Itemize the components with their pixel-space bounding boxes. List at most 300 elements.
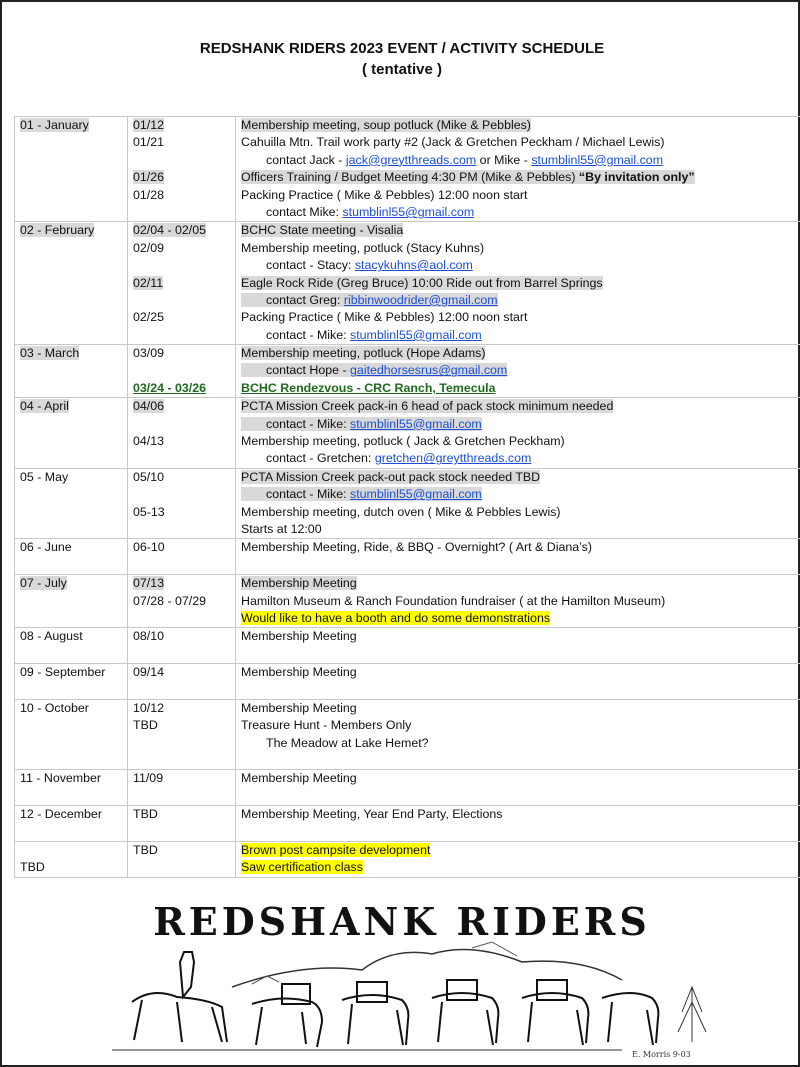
- table-row: [15, 770, 800, 806]
- table-row: [15, 345, 800, 398]
- event-date: 04/13: [133, 434, 165, 449]
- date-line: [133, 327, 235, 344]
- month-line: [20, 309, 127, 326]
- event-date: 02/04 - 02/05: [133, 223, 207, 238]
- text-segment: Packing Practice ( Mike & Pebbles) 12:00 noon start: [241, 310, 528, 325]
- artist-signature: E. Morris 9-03: [632, 1050, 691, 1059]
- redshank-riders-logo: [2, 892, 800, 1067]
- month-cell: [15, 468, 128, 539]
- date-line: [133, 717, 235, 734]
- date-line: [133, 521, 235, 538]
- month-cell: [15, 628, 128, 664]
- event-text: [241, 701, 357, 715]
- table-row: [15, 664, 800, 700]
- email-link[interactable]: jack@greytthreads.com: [345, 152, 477, 167]
- event-text: [241, 223, 403, 237]
- event-date: 03/24 - 03/26: [133, 380, 207, 395]
- event-line: [241, 204, 800, 221]
- month-label: 05 - May: [20, 469, 69, 484]
- event-text: [241, 771, 357, 785]
- event-line: [241, 257, 800, 274]
- event-line: [241, 806, 800, 823]
- text-segment: BCHC Rendezvous - CRC Ranch, Temecula: [241, 380, 496, 395]
- date-line: [133, 416, 235, 433]
- month-line: [20, 521, 127, 538]
- text-segment: Saw certification class: [241, 860, 363, 875]
- date-line: [133, 240, 235, 257]
- date-cell: [128, 806, 236, 842]
- month-cell: [15, 345, 128, 398]
- date-line: [133, 504, 235, 521]
- text-segment: Brown post campsite development: [241, 843, 431, 858]
- month-cell: [15, 770, 128, 806]
- table-row: [15, 222, 800, 345]
- month-cell: [15, 575, 128, 628]
- date-line: [133, 824, 235, 841]
- event-text: [241, 807, 502, 821]
- month-line: [20, 593, 127, 610]
- event-text: [266, 258, 473, 272]
- text-segment: Cahuilla Mtn. Trail work party #2 (Jack & Gretchen Peckham / Michael Lewis): [241, 135, 665, 150]
- event-line: [241, 646, 800, 663]
- event-cell: [236, 664, 800, 700]
- month-line: [20, 469, 127, 486]
- text-segment: contact Jack -: [266, 152, 346, 167]
- email-link[interactable]: gretchen@greytthreads.com: [374, 451, 532, 466]
- month-line: [20, 700, 127, 717]
- month-cell: [15, 539, 128, 575]
- emphasis-text: “By invitation only”: [578, 170, 695, 185]
- month-label: 11 - November: [20, 771, 102, 786]
- month-line: [20, 187, 127, 204]
- month-line: [20, 240, 127, 257]
- event-text: [266, 153, 663, 167]
- date-line: [133, 575, 235, 592]
- event-line: [241, 345, 800, 362]
- event-line: [241, 380, 800, 397]
- month-cell: [15, 842, 128, 878]
- month-line: [20, 117, 127, 134]
- date-cell: [128, 345, 236, 398]
- date-line: [133, 682, 235, 699]
- event-text: [241, 629, 357, 643]
- event-date: 04/06: [133, 399, 165, 414]
- date-line: [133, 788, 235, 805]
- event-date: 01/12: [133, 118, 165, 132]
- table-row: [15, 398, 800, 469]
- month-label: 06 - June: [20, 540, 72, 555]
- text-segment: Packing Practice ( Mike & Pebbles) 12:00 noon start: [241, 187, 528, 202]
- month-line: [20, 717, 127, 734]
- event-date: 08/10: [133, 629, 165, 644]
- date-line: [133, 539, 235, 556]
- event-line: [241, 433, 800, 450]
- event-cell: [236, 117, 800, 222]
- event-line: [241, 187, 800, 204]
- event-line: [241, 169, 800, 186]
- event-text: [266, 736, 429, 750]
- date-cell: [128, 628, 236, 664]
- month-line: [20, 752, 127, 769]
- event-line: [241, 717, 800, 734]
- text-segment: contact - Mike:: [266, 416, 351, 431]
- date-line: [133, 134, 235, 151]
- event-date: 03/09: [133, 346, 165, 361]
- date-line: [133, 450, 235, 467]
- text-segment: Membership meeting, potluck (Hope Adams): [241, 346, 486, 361]
- month-line: [20, 628, 127, 645]
- email-link[interactable]: stumblinl55@gmail.com: [350, 487, 482, 502]
- text-segment: PCTA Mission Creek pack-out pack stock needed TBD: [241, 469, 541, 484]
- month-line: [20, 169, 127, 186]
- text-segment: Membership Meeting: [241, 700, 357, 715]
- event-line: [241, 292, 800, 309]
- date-cell: [128, 842, 236, 878]
- event-text: [241, 276, 603, 290]
- table-row: [15, 699, 800, 770]
- text-segment: Starts at 12:00: [241, 521, 322, 536]
- email-link[interactable]: stumblinl55@gmail.com: [350, 416, 482, 431]
- date-line: [133, 152, 235, 169]
- event-line: [241, 362, 800, 379]
- month-cell: [15, 222, 128, 345]
- event-text: [241, 594, 665, 608]
- event-line: [241, 610, 800, 627]
- event-text: [241, 293, 498, 307]
- month-line: [20, 450, 127, 467]
- text-segment: The Meadow at Lake Hemet?: [266, 735, 429, 750]
- event-line: [241, 824, 800, 841]
- month-label: 08 - August: [20, 629, 83, 644]
- month-line: [20, 204, 127, 221]
- date-line: [133, 380, 235, 397]
- event-text: [241, 843, 430, 857]
- text-segment: contact - Mike:: [266, 327, 351, 342]
- date-line: [133, 362, 235, 379]
- email-link[interactable]: gaitedhorsesrus@gmail.com: [350, 363, 508, 378]
- date-line: [133, 345, 235, 362]
- date-line: [133, 628, 235, 645]
- event-line: [241, 222, 800, 239]
- month-line: [20, 327, 127, 344]
- email-link[interactable]: stumblinl55@gmail.com: [342, 204, 475, 219]
- event-date: 07/28 - 07/29: [133, 593, 207, 608]
- event-text: [241, 434, 565, 448]
- event-line: [241, 575, 800, 592]
- date-cell: [128, 664, 236, 700]
- event-line: [241, 682, 800, 699]
- date-cell: [128, 468, 236, 539]
- event-text: [266, 328, 482, 342]
- event-line: [241, 117, 800, 134]
- event-line: [241, 152, 800, 169]
- table-row: [15, 806, 800, 842]
- date-line: [133, 646, 235, 663]
- month-line: [20, 416, 127, 433]
- page-title: [2, 38, 800, 80]
- month-line: [20, 152, 127, 169]
- event-date: 01/21: [133, 135, 165, 150]
- event-text: [241, 363, 507, 377]
- month-cell: [15, 398, 128, 469]
- date-line: [133, 433, 235, 450]
- event-text: [241, 860, 363, 874]
- month-line: [20, 824, 127, 841]
- text-segment: PCTA Mission Creek pack-in 6 head of pack stock minimum needed: [241, 399, 614, 414]
- text-segment: contact Hope -: [266, 363, 351, 378]
- date-line: [133, 222, 235, 239]
- event-date: 02/25: [133, 310, 165, 325]
- pack-train-illustration: [2, 892, 800, 1067]
- event-date: 07/13: [133, 576, 165, 591]
- month-line: [20, 735, 127, 752]
- event-date: TBD: [133, 807, 158, 822]
- event-cell: [236, 345, 800, 398]
- event-line: [241, 788, 800, 805]
- event-text: [241, 241, 484, 255]
- month-line: [20, 433, 127, 450]
- month-line: [20, 345, 127, 362]
- event-text: [241, 718, 411, 732]
- event-cell: [236, 770, 800, 806]
- event-line: [241, 628, 800, 645]
- date-cell: [128, 222, 236, 345]
- month-line: [20, 859, 127, 876]
- event-date: 01/26: [133, 170, 165, 185]
- date-line: [133, 806, 235, 823]
- event-date: 01/28: [133, 187, 165, 202]
- date-line: [133, 770, 235, 787]
- email-link[interactable]: stumblinl55@gmail.com: [531, 152, 664, 167]
- event-text: [241, 135, 665, 149]
- text-segment: Officers Training / Budget Meeting 4:30 PM (Mike & Pebbles): [241, 170, 579, 185]
- date-line: [133, 859, 235, 876]
- date-line: [133, 610, 235, 627]
- event-text: [241, 381, 496, 395]
- date-cell: [128, 117, 236, 222]
- event-text: [266, 451, 531, 465]
- event-text: [241, 470, 540, 484]
- date-line: [133, 842, 235, 859]
- event-date: TBD: [133, 843, 158, 858]
- text-segment: Membership meeting, soup potluck (Mike & Pebbles): [241, 118, 531, 132]
- event-text: [241, 505, 561, 519]
- date-cell: [128, 539, 236, 575]
- table-row: [15, 117, 800, 222]
- month-label: 02 - February: [20, 223, 95, 238]
- event-line: [241, 539, 800, 556]
- email-link[interactable]: stumblinl55@gmail.com: [350, 327, 482, 342]
- event-date: 02/11: [133, 275, 164, 290]
- event-date: 05/10: [133, 469, 165, 484]
- event-cell: [236, 575, 800, 628]
- event-line: [241, 521, 800, 538]
- month-line: [20, 504, 127, 521]
- date-line: [133, 204, 235, 221]
- text-segment: Hamilton Museum & Ranch Foundation fundraiser ( at the Hamilton Museum): [241, 593, 666, 608]
- month-cell: [15, 664, 128, 700]
- event-cell: [236, 468, 800, 539]
- month-label: TBD: [20, 860, 45, 875]
- event-text: [241, 487, 482, 501]
- date-line: [133, 292, 235, 309]
- event-date: 02/09: [133, 240, 165, 255]
- text-segment: contact - Stacy:: [266, 258, 355, 273]
- event-line: [241, 664, 800, 681]
- month-line: [20, 539, 127, 556]
- event-text: [266, 205, 474, 219]
- event-line: [241, 557, 800, 574]
- text-segment: Would like to have a booth and do some demonstrations: [241, 610, 551, 625]
- event-line: [241, 450, 800, 467]
- date-line: [133, 187, 235, 204]
- text-segment: Membership Meeting, Year End Party, Elections: [241, 807, 503, 822]
- month-cell: [15, 699, 128, 770]
- email-link[interactable]: stacykuhns@aol.com: [354, 258, 473, 273]
- date-line: [133, 486, 235, 503]
- table-row: [15, 539, 800, 575]
- event-text: [241, 310, 528, 324]
- event-text: [241, 576, 357, 590]
- month-line: [20, 275, 127, 292]
- month-line: [20, 682, 127, 699]
- event-text: [241, 540, 592, 554]
- month-label: 12 - December: [20, 807, 102, 822]
- text-segment: BCHC State meeting - Visalia: [241, 223, 404, 238]
- date-line: [133, 169, 235, 186]
- date-line: [133, 275, 235, 292]
- event-line: [241, 240, 800, 257]
- month-line: [20, 134, 127, 151]
- text-segment: or Mike -: [476, 152, 532, 167]
- event-text: [241, 611, 550, 625]
- date-line: [133, 700, 235, 717]
- month-cell: [15, 117, 128, 222]
- event-line: [241, 859, 800, 876]
- text-segment: Treasure Hunt - Members Only: [241, 718, 412, 733]
- month-line: [20, 222, 127, 239]
- event-text: [241, 399, 613, 413]
- text-segment: Membership Meeting: [241, 576, 357, 591]
- month-cell: [15, 806, 128, 842]
- logo-text: REDSHANK RIDERS: [153, 899, 651, 944]
- month-line: [20, 292, 127, 309]
- table-row: [15, 575, 800, 628]
- event-cell: [236, 398, 800, 469]
- month-line: [20, 664, 127, 681]
- event-line: [241, 593, 800, 610]
- month-label: 04 - April: [20, 399, 69, 414]
- event-cell: [236, 842, 800, 878]
- text-segment: Membership Meeting: [241, 629, 357, 644]
- table-row: [15, 628, 800, 664]
- date-line: [133, 735, 235, 752]
- month-label: 03 - March: [20, 346, 80, 361]
- event-text: [241, 346, 485, 360]
- month-label: 09 - September: [20, 665, 106, 680]
- text-segment: contact - Mike:: [266, 487, 351, 502]
- event-date: TBD: [133, 718, 158, 733]
- text-segment: contact Greg:: [266, 292, 344, 307]
- month-line: [20, 646, 127, 663]
- text-segment: Eagle Rock Ride (Greg Bruce) 10:00 Ride out from Barrel Springs: [241, 275, 603, 290]
- schedule-table: [14, 116, 800, 878]
- text-segment: contact Mike:: [266, 204, 343, 219]
- event-line: [241, 134, 800, 151]
- month-line: [20, 770, 127, 787]
- event-date: 06-10: [133, 540, 165, 555]
- text-segment: Membership Meeting: [241, 665, 357, 680]
- event-line: [241, 486, 800, 503]
- date-line: [133, 469, 235, 486]
- month-line: [20, 380, 127, 397]
- event-line: [241, 700, 800, 717]
- date-line: [133, 117, 235, 134]
- text-segment: Membership meeting, potluck ( Jack & Gretchen Peckham): [241, 434, 565, 449]
- date-cell: [128, 575, 236, 628]
- event-line: [241, 416, 800, 433]
- event-text: [241, 118, 531, 132]
- schedule-title: REDSHANK RIDERS 2023 EVENT / ACTIVITY SCHEDULE: [199, 40, 605, 57]
- text-segment: contact - Gretchen:: [266, 451, 375, 466]
- date-line: [133, 309, 235, 326]
- month-label: 10 - October: [20, 700, 89, 715]
- date-line: [133, 398, 235, 415]
- month-line: [20, 557, 127, 574]
- event-line: [241, 275, 800, 292]
- date-cell: [128, 699, 236, 770]
- event-cell: [236, 628, 800, 664]
- event-line: [241, 398, 800, 415]
- month-line: [20, 362, 127, 379]
- event-text: [241, 188, 528, 202]
- event-cell: [236, 699, 800, 770]
- date-line: [133, 557, 235, 574]
- event-text: [241, 522, 322, 536]
- event-date: 05-13: [133, 504, 165, 519]
- date-cell: [128, 770, 236, 806]
- date-line: [133, 752, 235, 769]
- month-line: [20, 257, 127, 274]
- event-text: [241, 417, 482, 431]
- text-segment: Membership Meeting, Ride, & BBQ - Overnight? ( Art & Diana’s): [241, 540, 592, 555]
- event-line: [241, 504, 800, 521]
- month-label: 01 - January: [20, 118, 89, 132]
- event-line: [241, 309, 800, 326]
- month-line: [20, 398, 127, 415]
- event-line: [241, 752, 800, 769]
- event-date: 09/14: [133, 665, 165, 680]
- event-line: [241, 327, 800, 344]
- event-line: [241, 842, 800, 859]
- month-line: [20, 610, 127, 627]
- event-line: [241, 735, 800, 752]
- month-line: [20, 842, 127, 859]
- month-label: 07 - July: [20, 576, 67, 591]
- schedule-subtitle: ( tentative ): [361, 61, 442, 78]
- text-segment: Membership meeting, potluck (Stacy Kuhns): [241, 240, 485, 255]
- event-date: 10/12: [133, 700, 165, 715]
- month-line: [20, 486, 127, 503]
- date-line: [133, 664, 235, 681]
- month-line: [20, 788, 127, 805]
- email-link[interactable]: ribbinwoodrider@gmail.com: [343, 292, 498, 307]
- month-line: [20, 806, 127, 823]
- event-cell: [236, 806, 800, 842]
- date-line: [133, 593, 235, 610]
- event-line: [241, 469, 800, 486]
- event-text: [241, 665, 357, 679]
